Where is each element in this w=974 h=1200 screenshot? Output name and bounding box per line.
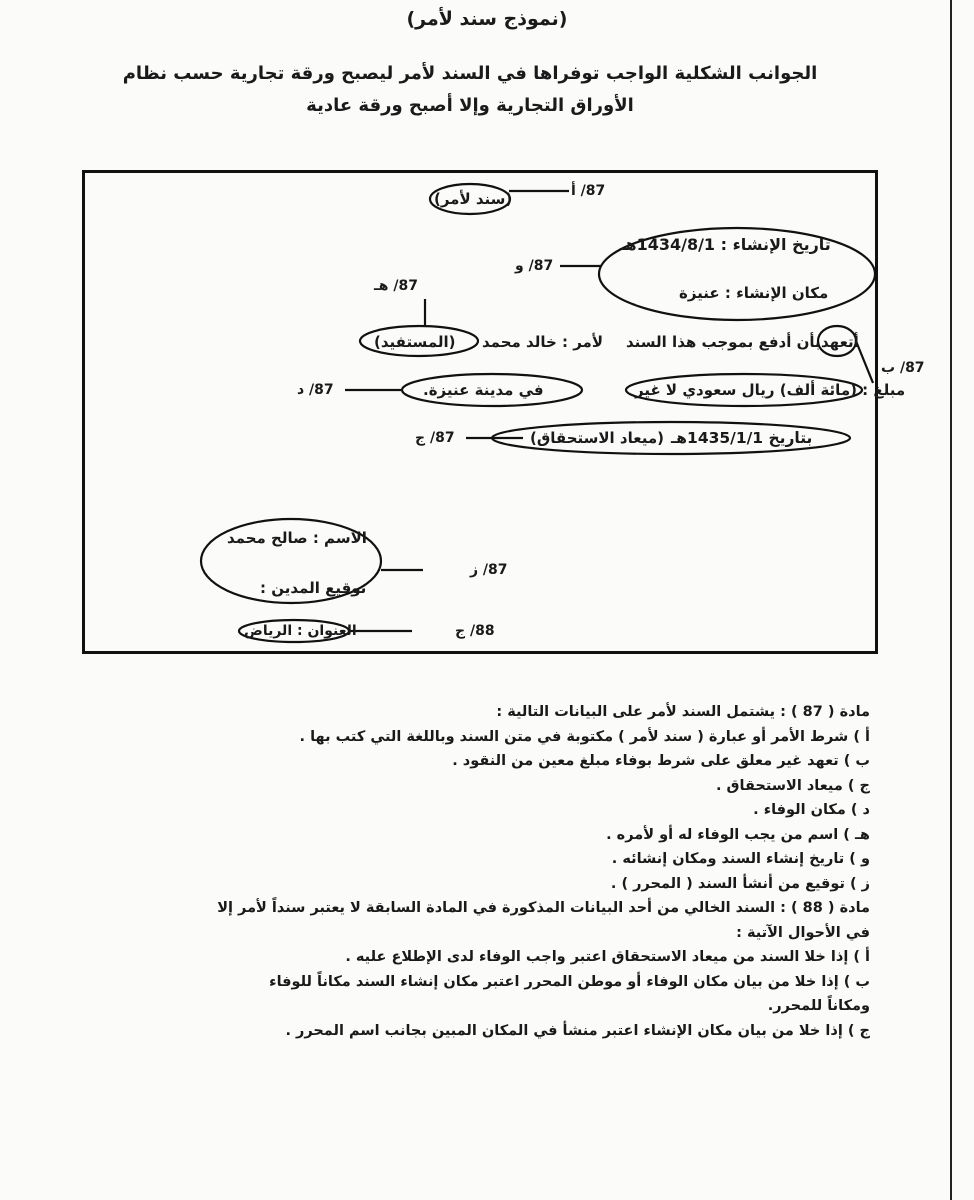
signer-name-label: الاسم : صالح محمد <box>227 529 367 547</box>
beneficiary-label: (المستفيد) <box>374 333 456 351</box>
articles-text <box>90 700 870 1043</box>
article-line: هـ ) اسم من يجب الوفاء له أو لأمره . <box>606 826 870 843</box>
page-subtitle <box>80 58 860 122</box>
article-line: مادة ( 88 ) : السند الخالي من أحد البيانات المذكورة في المادة السابقة لا يعتبر سنداً لأمر إلا <box>217 900 870 916</box>
article-line: و ) تاريخ إنشاء السند ومكان إنشائه . <box>611 851 870 867</box>
promise-word-label: أتعهد <box>821 333 859 351</box>
promise-order-label: لأمر : خالد محمد <box>482 333 604 351</box>
subtitle-line-2: الأوراق التجارية وإلا أصبح ورقة عادية <box>306 95 634 116</box>
payment-place-label: في مدينة عنيزة. <box>423 381 544 399</box>
ref-88-j: 88/ ج <box>455 623 495 639</box>
article-line: ب ) تعهد غير معلق على شرط بوفاء مبلغ معين من النقود . <box>452 753 870 769</box>
ref-87-j: 87/ ج <box>415 430 455 446</box>
ref-87-b: 87/ ب <box>881 360 925 376</box>
ref-87-h: 87/ هـ <box>374 278 418 294</box>
page-title: (نموذج سند لأمر) <box>406 8 568 30</box>
article-line: ج ) ميعاد الاستحقاق . <box>716 777 870 794</box>
ref-87-a: 87/ أ <box>571 183 606 199</box>
issue-date-label: تاريخ الإنشاء : 1434/8/1هـ <box>620 235 831 254</box>
due-date-label: بتاريخ 1435/1/1هـ <box>671 429 813 447</box>
article-line: ج ) إذا خلا من بيان مكان الإنشاء اعتبر منشأ في المكان المبين بجانب اسم المحرر . <box>285 1022 870 1039</box>
ref-87-w: 87/ و <box>515 258 554 274</box>
article-line: ز ) توقيع من أنشأ السند ( المحرر ) . <box>610 875 870 892</box>
ref-87-d: 87/ د <box>297 382 334 398</box>
page-edge <box>950 0 952 1200</box>
amount-label: مبلغ : (مائة ألف) ريال سعودي لا غير <box>635 381 906 399</box>
issue-place-label: مكان الإنشاء : عنيزة <box>679 284 829 302</box>
article-line: د ) مكان الوفاء . <box>753 802 870 818</box>
article-line: أ ) إذا خلا السند من ميعاد الاستحقاق اعتبر واجب الوفاء لدى الإطلاع عليه . <box>345 949 870 965</box>
article-line: في الأحوال الآتية : <box>736 924 870 941</box>
address-label: العنوان : الرياض <box>244 623 357 639</box>
article-line: ب ) إذا خلا من بيان مكان الوفاء أو موطن المحرر اعتبر مكان إنشاء السند مكاناً للوفاء <box>269 973 870 990</box>
signature-label: توقيع المدين : <box>260 579 367 597</box>
article-line: مادة ( 87 ) : يشتمل السند لأمر على البيانات التالية : <box>496 704 870 720</box>
promissory-note-diagram <box>82 170 925 654</box>
due-label: (ميعاد الاستحقاق) <box>530 429 664 447</box>
subtitle-line-1: الجوانب الشكلية الواجب توفراها في السند لأمر ليصبح ورقة تجارية حسب نظام <box>122 63 818 84</box>
ref-87-z: 87/ ز <box>470 562 508 578</box>
promise-middle-label: بأن أدفع بموجب هذا السند <box>626 333 821 351</box>
article-line: ومكاناً للمحرر. <box>767 998 870 1014</box>
article-line: أ ) شرط الأمر أو عبارة ( سند لأمر ) مكتوبة في متن السند وباللغة التي كتب بها . <box>299 728 870 745</box>
note-title-label: (سند لأمر) <box>434 190 513 208</box>
